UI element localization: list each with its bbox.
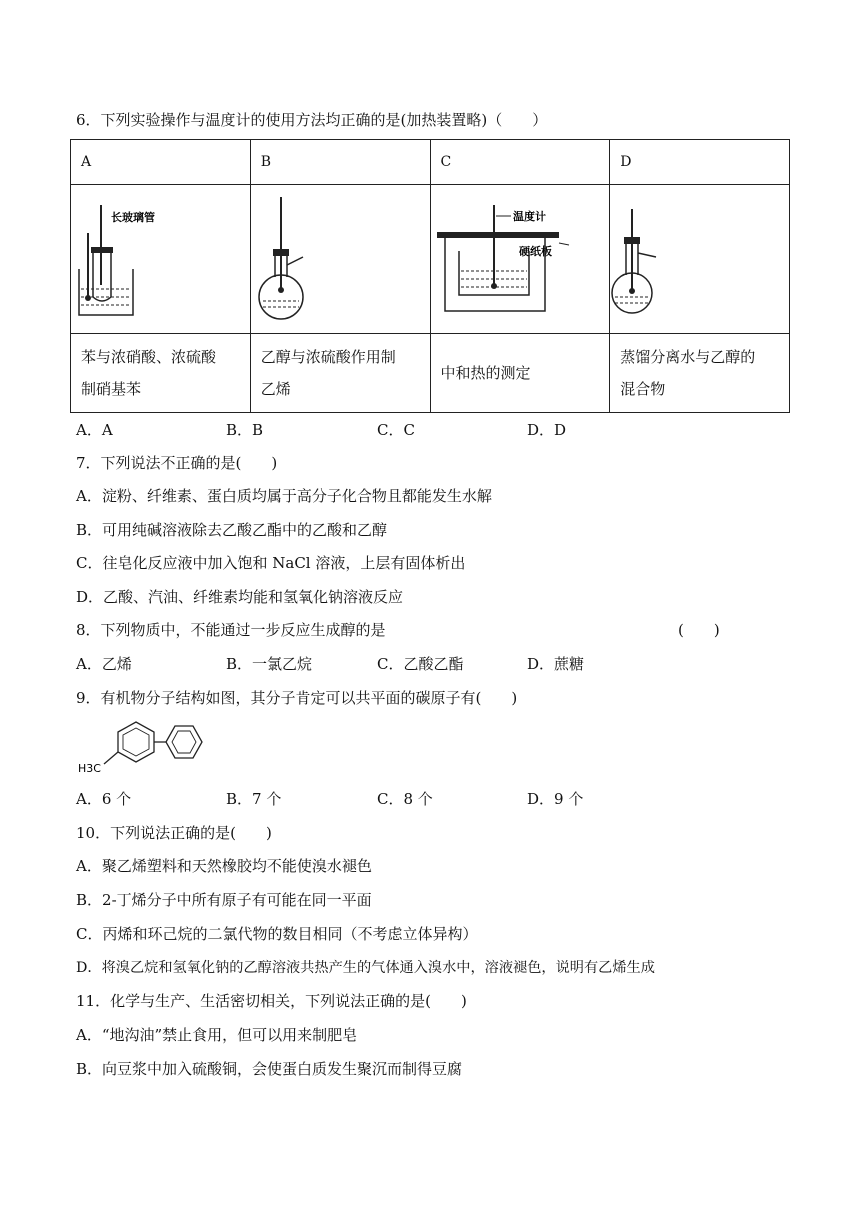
q11-item-b: B．向豆浆中加入硫酸铜，会使蛋白质发生聚沉而制得豆腐: [76, 1060, 463, 1078]
label-thermometer: 温度计: [512, 210, 546, 223]
q10-item-c: C．丙烯和环己烷的二氯代物的数目相同（不考虑立体异构）: [76, 925, 478, 943]
label-cardboard: 硬纸板: [518, 245, 552, 258]
q9-option-b: B．7 个: [226, 790, 282, 808]
label-long-glass-tube: 长玻璃管: [111, 211, 155, 224]
distillation-flask-diagram: [610, 185, 790, 333]
q11-stem: 11．化学与生产、生活密切相关，下列说法正确的是( ): [76, 992, 467, 1010]
methylbiphenyl-structure: [76, 718, 216, 778]
header-a: A: [71, 140, 251, 185]
beaker-thermometer-diagram: [71, 185, 249, 333]
q8-option-c: C．乙酸乙酯: [377, 655, 464, 673]
q6-option-a: A．A: [76, 421, 113, 439]
q9-option-c: C．8 个: [377, 790, 433, 808]
q6-option-b: B．B: [226, 421, 264, 439]
cell-d-figure: [610, 185, 790, 334]
q9-stem: 9．有机物分子结构如图，其分子肯定可以共平面的碳原子有( ): [76, 689, 518, 707]
q6-stem: 6．下列实验操作与温度计的使用方法均正确的是(加热装置略)（ ）: [76, 111, 548, 129]
caption-d: 蒸馏分离水与乙醇的 混合物: [610, 334, 790, 413]
q8-option-d: D．蔗糖: [527, 655, 585, 673]
methyl-label: H3C: [78, 762, 101, 775]
q10-stem: 10．下列说法正确的是( ): [76, 824, 272, 842]
header-d: D: [610, 140, 790, 185]
q10-item-a: A．聚乙烯塑料和天然橡胶均不能使溴水褪色: [76, 857, 372, 875]
q8-option-a: A．乙烯: [76, 655, 132, 673]
q8-option-b: B．一氯乙烷: [226, 655, 313, 673]
q8-answer-paren: ( ): [678, 621, 720, 639]
q6-option-d: D．D: [527, 421, 567, 439]
q9-option-a: A．6 个: [76, 790, 132, 808]
caption-b: 乙醇与浓硫酸作用制 乙烯: [250, 334, 430, 413]
cell-a-figure: [71, 185, 251, 334]
q11-item-a: A．“地沟油”禁止食用，但可以用来制肥皂: [76, 1026, 358, 1044]
caption-c: 中和热的测定: [430, 334, 610, 413]
q8-stem: 8．下列物质中，不能通过一步反应生成醇的是: [76, 621, 386, 639]
header-b: B: [250, 140, 430, 185]
calorimeter-diagram: [431, 185, 611, 333]
q7-item-a: A．淀粉、纤维素、蛋白质均属于高分子化合物且都能发生水解: [76, 487, 492, 505]
header-c: C: [430, 140, 610, 185]
flask-thermometer-diagram: [251, 185, 431, 333]
q9-option-d: D．9 个: [527, 790, 584, 808]
q6-table: [70, 139, 790, 413]
cell-b-figure: [250, 185, 430, 334]
q7-item-b: B．可用纯碱溶液除去乙酸乙酯中的乙酸和乙醇: [76, 521, 388, 539]
cell-c-figure: [430, 185, 610, 334]
caption-a: 苯与浓硝酸、浓硫酸 制硝基苯: [71, 334, 251, 413]
q7-item-c: C．往皂化反应液中加入饱和 NaCl 溶液，上层有固体析出: [76, 554, 466, 572]
q10-item-b: B．2-丁烯分子中所有原子有可能在同一平面: [76, 891, 372, 909]
q6-option-c: C．C: [377, 421, 415, 439]
q10-item-d: D．将溴乙烷和氢氧化钠的乙醇溶液共热产生的气体通入溴水中，溶液褪色，说明有乙烯生成: [76, 960, 655, 976]
q7-stem: 7．下列说法不正确的是( ): [76, 454, 278, 472]
q7-item-d: D．乙酸、汽油、纤维素均能和氢氧化钠溶液反应: [76, 588, 404, 606]
